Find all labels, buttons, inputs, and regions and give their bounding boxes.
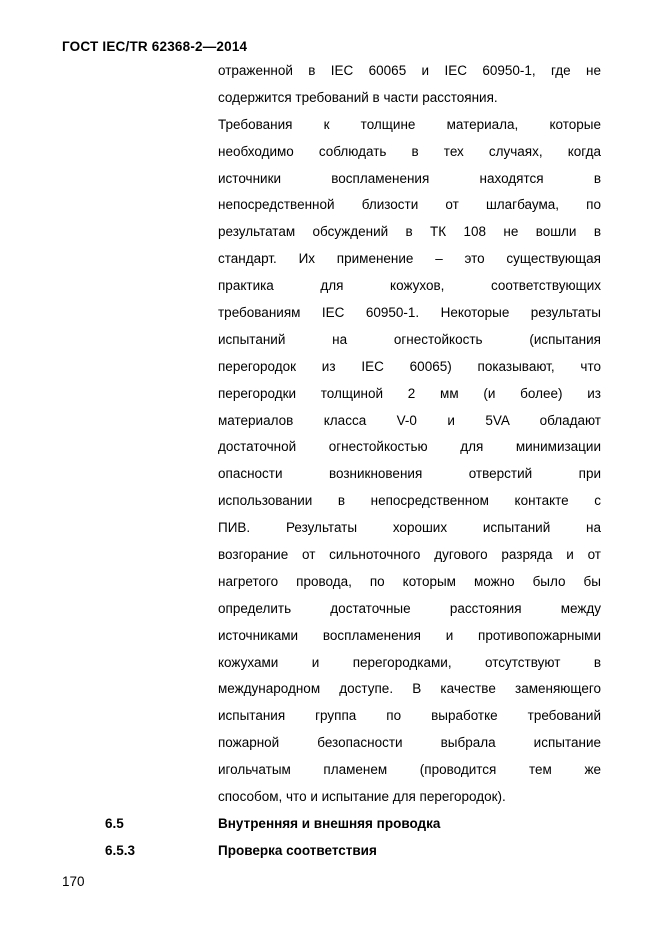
text-line: способом, что и испытание для перегородок).: [218, 789, 506, 805]
document-header-title: ГОСТ IEC/TR 62368-2—2014: [62, 39, 248, 54]
text-line: перегородки толщиной 2 мм (и более) из: [218, 385, 601, 401]
text-line: испытаний на огнестойкость (испытания: [218, 331, 601, 347]
section-title: Внутренняя и внешняя проводка: [218, 816, 441, 831]
section-heading-row: [105, 838, 615, 865]
text-line: международном доступе. В качестве заменяющего: [218, 681, 601, 697]
text-line: опасности возникновения отверстий при: [218, 466, 601, 482]
text-line: использовании в непосредственном контакте с: [218, 493, 601, 509]
section-heading-row: [105, 811, 615, 838]
text-line: кожухами и перегородками, отсутствуют в: [218, 654, 601, 670]
text-line: нагретого провода, по которым можно было бы: [218, 573, 601, 589]
text-line: необходимо соблюдать в тех случаях, когда: [218, 143, 601, 159]
text-line: испытания группа по выработке требований: [218, 708, 601, 724]
section-number: 6.5: [105, 816, 124, 831]
text-line: требованиям IEC 60950-1. Некоторые результаты: [218, 305, 601, 321]
text-line: отраженной в IEC 60065 и IEC 60950-1, где не: [218, 63, 601, 78]
text-line: ПИВ. Результаты хороших испытаний на: [218, 520, 601, 536]
text-line: источниками воспламенения и противопожарными: [218, 627, 601, 643]
text-line: содержится требований в части расстояния.: [218, 89, 498, 105]
text-line: материалов класса V-0 и 5VA обладают: [218, 412, 601, 428]
text-line: результатам обсуждений в ТК 108 не вошли в: [218, 224, 601, 240]
text-line: возгорание от сильноточного дугового разряда и от: [218, 547, 601, 563]
section-number: 6.5.3: [105, 842, 136, 858]
text-line: источники воспламенения находятся в: [218, 170, 601, 186]
text-line: достаточной огнестойкостью для минимизации: [218, 439, 601, 455]
text-line: Требования к толщине материала, которые: [218, 116, 601, 132]
section-title: Проверка соответствия: [218, 842, 377, 858]
text-line: перегородок из IEC 60065) показывают, что: [218, 358, 601, 374]
page-number: 170: [62, 874, 85, 889]
text-line: пожарной безопасности выбрала испытание: [218, 735, 601, 751]
text-line: стандарт. Их применение – это существующая: [218, 251, 601, 267]
section-headings: [105, 811, 615, 865]
text-line: непосредственной близости от шлагбаума, по: [218, 197, 601, 213]
text-line: игольчатым пламенем (проводится тем же: [218, 762, 601, 778]
body-text-column: [218, 58, 601, 811]
text-line: определить достаточные расстояния между: [218, 600, 601, 616]
text-line: практика для кожухов, соответствующих: [218, 278, 601, 294]
